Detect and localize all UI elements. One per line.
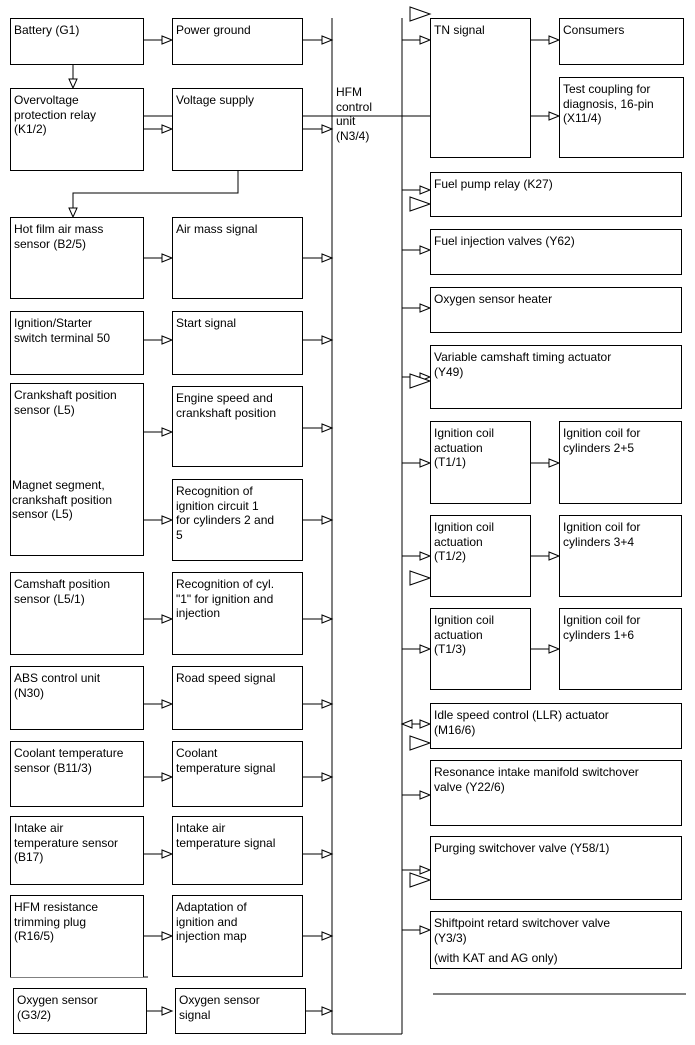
resonance-valve-box: Resonance intake manifold switchover valve (Y22/6) bbox=[430, 760, 682, 826]
voltage-supply-box: Voltage supply bbox=[172, 88, 303, 171]
oxygen-arrowhead bbox=[162, 1007, 172, 1015]
abs-unit-box: ABS control unit (N30) bbox=[10, 666, 144, 730]
coil-cylinders-2-box: Ignition coil for cylinders 3+4 bbox=[559, 515, 682, 597]
coil-actuation-1-box: Ignition coil actuation (T1/1) bbox=[430, 421, 531, 504]
cu-purge-arrowhead bbox=[410, 873, 430, 887]
supply-down-arrowhead bbox=[69, 208, 77, 217]
purge-out-arrowhead bbox=[420, 866, 430, 874]
test-coupling-box: Test coupling for diagnosis, 16-pin (X11/4) bbox=[559, 77, 684, 158]
magnet-recognition-arrowhead bbox=[162, 516, 172, 524]
coil-actuation-2-box: Ignition coil actuation (T1/2) bbox=[430, 515, 531, 597]
adaptation-box: Adaptation of ignition and injection map bbox=[172, 895, 303, 977]
overvoltage-supply-arrowhead bbox=[162, 125, 172, 133]
cyl1-to-cu-arrowhead bbox=[322, 615, 332, 623]
fuel-injection-box: Fuel injection valves (Y62) bbox=[430, 229, 682, 275]
oxygen-sensor-box: Oxygen sensor (G3/2) bbox=[13, 988, 147, 1034]
battery-down-arrowhead bbox=[69, 79, 77, 88]
oxygen-heater-box: Oxygen sensor heater bbox=[430, 287, 682, 333]
intake-sig-to-cu-arrowhead bbox=[322, 850, 332, 858]
resonance-out-arrowhead bbox=[420, 791, 430, 799]
purging-valve-box: Purging switchover valve (Y58/1) bbox=[430, 836, 682, 900]
shiftpoint-out-arrowhead bbox=[420, 926, 430, 934]
coil3-out-arrowhead bbox=[420, 645, 430, 653]
consumers-box: Consumers bbox=[559, 18, 684, 65]
ground-to-cu-arrowhead bbox=[322, 36, 332, 44]
recognition-cyl1-box: Recognition of cyl. "1" for ignition and injection bbox=[172, 572, 303, 655]
road-to-cu-arrowhead bbox=[322, 700, 332, 708]
airmass-to-cu-arrowhead bbox=[322, 254, 332, 262]
hotfilm-airmass-arrowhead bbox=[162, 254, 172, 262]
adapt-to-cu-arrowhead bbox=[322, 932, 332, 940]
hot-film-sensor-box: Hot film air mass sensor (B2/5) bbox=[10, 217, 144, 299]
battery-box: Battery (G1) bbox=[10, 18, 144, 65]
tn-out-arrowhead bbox=[420, 36, 430, 44]
coil-cylinders-1-box: Ignition coil for cylinders 2+5 bbox=[559, 421, 682, 504]
oxygen-to-cu-arrowhead bbox=[322, 1007, 332, 1015]
coolant-arrowhead bbox=[162, 773, 172, 781]
recognition-circuit-box: Recognition of ignition circuit 1 for cylinders 2 and 5 bbox=[172, 479, 303, 561]
intake-arrowhead bbox=[162, 850, 172, 858]
idle-speed-box: Idle speed control (LLR) actuator (M16/6) bbox=[430, 703, 682, 749]
supply-to-cu-arrowhead bbox=[322, 125, 332, 133]
cu-top-arrowhead bbox=[410, 7, 430, 21]
injection-out-arrowhead bbox=[420, 246, 430, 254]
power-ground-box: Power ground bbox=[172, 18, 303, 65]
overvoltage-relay-box: Overvoltage protection relay (K1/2) bbox=[10, 88, 144, 171]
speed-to-cu-arrowhead bbox=[322, 424, 332, 432]
hfm-adaptation-arrowhead bbox=[162, 932, 172, 940]
ignition-switch-box: Ignition/Starter switch terminal 50 bbox=[10, 311, 144, 375]
coil-cylinders-3-box: Ignition coil for cylinders 1+6 bbox=[559, 608, 682, 690]
coil2-out-arrowhead bbox=[420, 552, 430, 560]
road-speed-box: Road speed signal bbox=[172, 666, 303, 730]
cu-coil2-arrowhead bbox=[410, 571, 430, 585]
camshaft-sensor-box: Camshaft position sensor (L5/1) bbox=[10, 572, 144, 655]
battery-ground-arrowhead bbox=[162, 36, 172, 44]
fuelpump-out-arrowhead bbox=[420, 186, 430, 194]
start-to-cu-arrowhead bbox=[322, 336, 332, 344]
coolant-sig-to-cu-arrowhead bbox=[322, 773, 332, 781]
coolant-signal-box: Coolant temperature signal bbox=[172, 741, 303, 807]
start-signal-box: Start signal bbox=[172, 311, 303, 375]
fuel-pump-box: Fuel pump relay (K27) bbox=[430, 172, 682, 217]
coil1-out-arrowhead bbox=[420, 459, 430, 467]
recog-to-cu-arrowhead bbox=[322, 516, 332, 524]
camshaft-actuator-box: Variable camshaft timing actuator (Y49) bbox=[430, 345, 682, 409]
crankshaft-sensor-box: Crankshaft position sensor (L5) bbox=[10, 383, 144, 556]
tn-signal-box: TN signal bbox=[430, 18, 531, 158]
abs-road-arrowhead bbox=[162, 700, 172, 708]
coil2-cyl-arrowhead bbox=[549, 552, 559, 560]
coil-actuation-3-box: Ignition coil actuation (T1/3) bbox=[430, 608, 531, 690]
idle-out-arrowhead bbox=[420, 720, 430, 728]
intake-signal-box: Intake air temperature signal bbox=[172, 816, 303, 885]
cam-recognition-arrowhead bbox=[162, 615, 172, 623]
tn-consumers-arrowhead bbox=[549, 36, 559, 44]
air-mass-signal-box: Air mass signal bbox=[172, 217, 303, 299]
heater-out-arrowhead bbox=[420, 304, 430, 312]
hfm-plug-box: HFM resistance trimming plug (R16/5) bbox=[10, 895, 144, 977]
engine-speed-box: Engine speed and crankshaft position bbox=[172, 386, 303, 467]
intake-sensor-box: Intake air temperature sensor (B17) bbox=[10, 816, 144, 885]
coolant-sensor-box: Coolant temperature sensor (B11/3) bbox=[10, 741, 144, 807]
crank-speed-arrowhead bbox=[162, 428, 172, 436]
magnet-segment-label: Magnet segment, crankshaft position sensor (L5) bbox=[12, 478, 113, 521]
idle-in-arrowhead bbox=[402, 720, 412, 728]
shiftpoint-note: (with KAT and AG only) bbox=[430, 947, 682, 969]
coil1-cyl-arrowhead bbox=[549, 459, 559, 467]
ignition-start-arrowhead bbox=[162, 336, 172, 344]
tn-testcoupling-arrowhead bbox=[549, 112, 559, 120]
control-unit-label: HFM control unit (N3/4) bbox=[336, 85, 373, 143]
coil3-cyl-arrowhead bbox=[549, 645, 559, 653]
oxygen-signal-box: Oxygen sensor signal bbox=[175, 988, 306, 1034]
shiftpoint-valve-box: Shiftpoint retard switchover valve (Y3/3) bbox=[430, 911, 682, 951]
cu-fuel-arrowhead bbox=[410, 197, 430, 211]
cu-idle-arrowhead bbox=[410, 736, 430, 750]
